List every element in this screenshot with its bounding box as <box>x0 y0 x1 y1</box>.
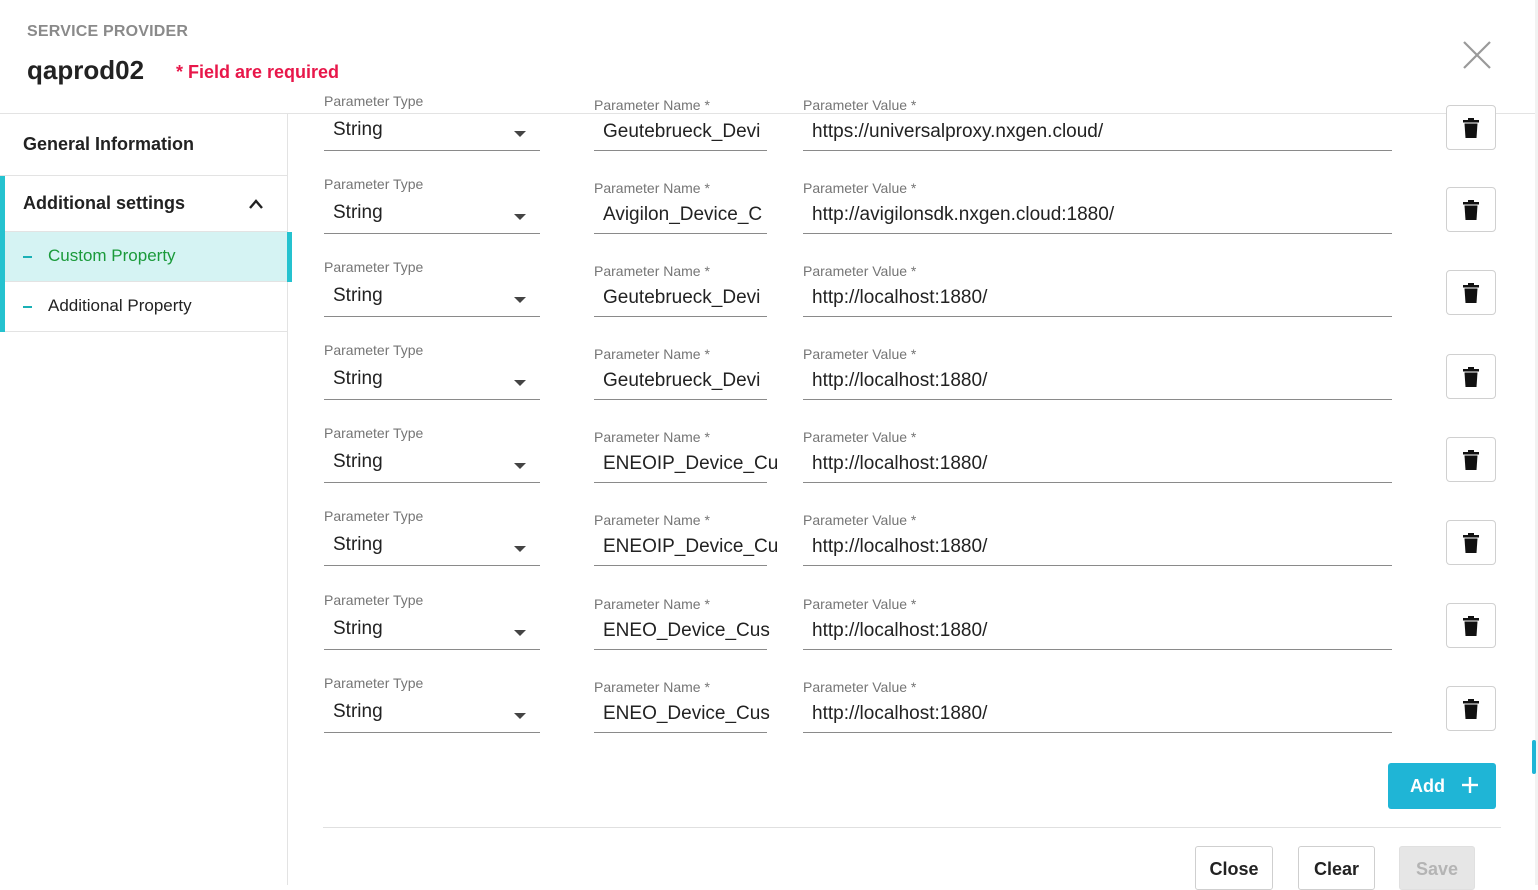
parameter-value-value: http://localhost:1880/ <box>812 287 988 308</box>
close-icon[interactable] <box>1460 38 1494 72</box>
add-button-label: Add <box>1410 776 1445 796</box>
parameter-type-label: Parameter Type <box>324 342 424 358</box>
nav-group-additional-settings <box>0 176 287 332</box>
parameter-name-value: Avigilon_Device_C <box>603 204 763 225</box>
save-button-label: Save <box>1415 859 1459 879</box>
parameter-name-label: Parameter Name * <box>594 263 710 279</box>
parameter-type-label: Parameter Type <box>324 425 424 441</box>
parameter-row <box>289 425 1534 508</box>
required-note: * Field are required <box>176 62 340 82</box>
caret-down-icon[interactable] <box>514 713 526 719</box>
nav-general-information[interactable] <box>0 114 287 176</box>
parameter-row <box>289 176 1534 259</box>
delete-row-button[interactable] <box>1446 105 1496 150</box>
parameter-value-value: http://localhost:1880/ <box>812 453 988 474</box>
caret-down-icon[interactable] <box>514 630 526 636</box>
parameter-name-label: Parameter Name * <box>594 679 710 695</box>
parameter-name-label: Parameter Name * <box>594 596 710 612</box>
delete-row-button[interactable] <box>1446 603 1496 648</box>
parameter-type-value: String <box>333 451 383 472</box>
dash-icon <box>23 256 32 258</box>
sidebar <box>0 114 288 885</box>
parameter-name-label: Parameter Name * <box>594 346 710 362</box>
parameter-type-value: String <box>333 618 383 639</box>
parameter-type-label: Parameter Type <box>324 93 424 109</box>
parameter-type-label: Parameter Type <box>324 675 424 691</box>
parameter-value-value: https://universalproxy.nxgen.cloud/ <box>812 121 1104 142</box>
parameter-value-label: Parameter Value * <box>803 596 917 612</box>
parameter-name-label: Parameter Name * <box>594 97 710 113</box>
clear-button[interactable] <box>1298 846 1375 890</box>
parameter-value-label: Parameter Value * <box>803 512 917 528</box>
parameter-name-value: Geutebrueck_Devi <box>603 370 761 391</box>
dialog-title: qaprod02 <box>27 55 145 85</box>
parameter-name-value: Geutebrueck_Devi <box>603 287 761 308</box>
parameter-row <box>289 592 1534 675</box>
delete-row-button[interactable] <box>1446 270 1496 315</box>
nav-additional-property-label: Additional Property <box>48 296 192 315</box>
parameter-value-value: http://avigilonsdk.nxgen.cloud:1880/ <box>812 204 1115 225</box>
nav-custom-property[interactable] <box>5 232 287 282</box>
close-button[interactable] <box>1195 846 1273 890</box>
parameter-value-label: Parameter Value * <box>803 679 917 695</box>
parameter-value-value: http://localhost:1880/ <box>812 620 988 641</box>
footer-divider <box>323 827 1501 828</box>
parameter-name-value: ENEOIP_Device_Cu <box>603 453 779 474</box>
parameter-type-label: Parameter Type <box>324 508 424 524</box>
parameter-type-value: String <box>333 285 383 306</box>
save-button[interactable] <box>1399 846 1475 890</box>
nav-additional-label: Additional settings <box>23 193 185 213</box>
caret-down-icon[interactable] <box>514 380 526 386</box>
parameter-row <box>289 508 1534 591</box>
parameter-name-value: ENEOIP_Device_Cu <box>603 536 779 557</box>
parameter-value-value: http://localhost:1880/ <box>812 703 988 724</box>
parameter-row <box>289 342 1534 425</box>
nav-general-label: General Information <box>23 134 195 154</box>
trash-icon <box>1463 118 1479 138</box>
trash-icon <box>1463 616 1479 636</box>
delete-row-button[interactable] <box>1446 354 1496 399</box>
parameter-type-label: Parameter Type <box>324 259 424 275</box>
nav-additional-settings[interactable] <box>5 176 287 232</box>
parameter-value-label: Parameter Value * <box>803 346 917 362</box>
parameter-value-value: http://localhost:1880/ <box>812 536 988 557</box>
trash-icon <box>1463 367 1479 387</box>
clear-button-label: Clear <box>1313 859 1360 879</box>
parameter-row <box>289 675 1534 758</box>
parameter-type-value: String <box>333 202 383 223</box>
parameter-type-label: Parameter Type <box>324 592 424 608</box>
custom-property-list <box>289 93 1534 885</box>
parameter-name-value: Geutebrueck_Devi <box>603 121 761 142</box>
trash-icon <box>1463 450 1479 470</box>
caret-down-icon[interactable] <box>514 546 526 552</box>
parameter-value-value: http://localhost:1880/ <box>812 370 988 391</box>
delete-row-button[interactable] <box>1446 437 1496 482</box>
parameter-name-label: Parameter Name * <box>594 429 710 445</box>
parameter-name-value: ENEO_Device_Cus <box>603 620 770 641</box>
caret-down-icon[interactable] <box>514 297 526 303</box>
close-button-label: Close <box>1209 859 1259 879</box>
dialog-subtitle: SERVICE PROVIDER <box>27 23 189 40</box>
delete-row-button[interactable] <box>1446 520 1496 565</box>
nav-custom-property-label: Custom Property <box>48 246 176 265</box>
parameter-value-label: Parameter Value * <box>803 97 917 113</box>
parameter-type-label: Parameter Type <box>324 176 424 192</box>
parameter-type-value: String <box>333 701 383 722</box>
caret-down-icon[interactable] <box>514 131 526 137</box>
parameter-value-label: Parameter Value * <box>803 263 917 279</box>
parameter-name-label: Parameter Name * <box>594 512 710 528</box>
parameter-type-value: String <box>333 119 383 140</box>
delete-row-button[interactable] <box>1446 187 1496 232</box>
parameter-name-label: Parameter Name * <box>594 180 710 196</box>
caret-down-icon[interactable] <box>514 463 526 469</box>
nav-additional-property[interactable] <box>5 282 287 332</box>
trash-icon <box>1463 200 1479 220</box>
trash-icon <box>1463 699 1479 719</box>
add-parameter-button[interactable] <box>1388 763 1496 809</box>
parameter-type-value: String <box>333 368 383 389</box>
dash-icon <box>23 306 32 308</box>
parameter-name-value: ENEO_Device_Cus <box>603 703 770 724</box>
trash-icon <box>1463 533 1479 553</box>
parameter-row <box>289 93 1534 176</box>
trash-icon <box>1463 283 1479 303</box>
parameter-type-value: String <box>333 534 383 555</box>
parameter-value-label: Parameter Value * <box>803 429 917 445</box>
delete-row-button[interactable] <box>1446 686 1496 731</box>
parameter-value-label: Parameter Value * <box>803 180 917 196</box>
scrollbar-thumb[interactable] <box>1532 740 1536 774</box>
caret-down-icon[interactable] <box>514 214 526 220</box>
parameter-row <box>289 259 1534 342</box>
plus-icon <box>1461 776 1479 794</box>
chevron-up-icon[interactable] <box>248 198 264 210</box>
